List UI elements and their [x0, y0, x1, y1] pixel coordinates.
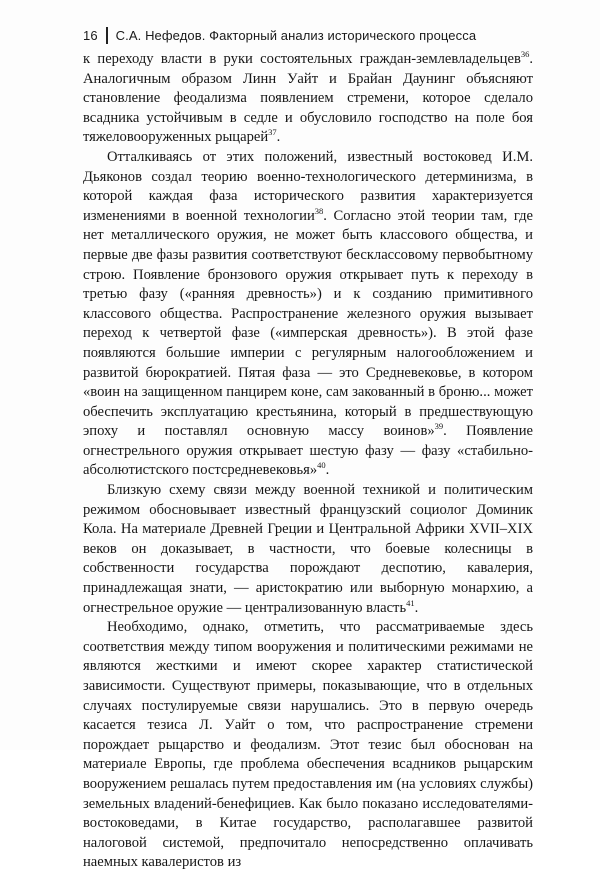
header-separator	[106, 27, 108, 44]
running-title: С.А. Нефедов. Факторный анализ исторического процесса	[115, 27, 477, 43]
paragraph	[83, 50, 533, 148]
text-run: к переходу власти в руки состоятельных граждан-землевладельцев	[83, 51, 521, 67]
text-run: Близкую схему связи между военной техникой и политическим режимом обосновывает известный французский социолог Доминик Кола. На материале Древней Греции и Центральной Африки XVII–XIX веков он доказывает, в частности, что боевые колесницы в собственности государства порождают деспотию, кавалерия, принадлежащая знати, — аристократию или выборную монархию, а огнестрельное оружие — централизованную власть	[83, 482, 533, 616]
text-run: Отталкиваясь от этих положений, известный востоковед И.М. Дьяконов создал теорию военно-технологического детерминизма, в которой каждая фаза исторического развития характеризуется изменениями в военной технологии	[83, 148, 533, 224]
running-head	[83, 24, 476, 46]
paragraph	[83, 148, 533, 481]
paragraph	[83, 481, 533, 618]
text-run: .	[414, 599, 419, 616]
text-run: Необходимо, однако, отметить, что рассматриваемые здесь соответствия между типом вооружения и политическими режимами не являются жесткими и имеют скорее характер статистической зависимости. Существуют примеры, показывающие, что в отдельных случаях постулируемые связи нарушались. Это в первую очередь касается тезиса Л. Уайт о том, что распространение стремени порождает рыцарство и феодализм. Этот тезис был обоснован на материале Европы, где проблема обеспечения всадников рыцарским вооружением решалась путем предоставления им (на условиях службы) земельных владений-бенефициев. Как было показано исследователями-востоковедами, в Китае государство, располагавшее развитой налоговой системой, предпочитало непосредственно оплачивать наемных кавалеристов из	[83, 619, 533, 871]
footnote-ref: 37	[268, 127, 277, 138]
text-run: .	[325, 462, 330, 479]
paragraph	[83, 618, 533, 873]
footnote-ref: 39	[434, 421, 444, 432]
text-run: . Согласно этой теории там, где нет металлического оружия, не может быть классового общества, и первые две фазы развития соответствуют бесклассовому первобытному строю. Появление бронзового оружия открывает путь к переходу в третью фазу («ранняя древность») и к созданию примитивного классового общества. Распространение железного оружия вызывает переход к четвертой фазе («имперская древность»). В этой фазе появляются большие империи с регулярным налогообложением и развитой бюрократией. Пятая фаза — это Средневековье, в котором «воин на защищенном панцирем коне, сам закованный в броню... может обеспечить эксплуатацию крестьянина, который в предшествующую эпоху и поставлял основную массу воинов»	[83, 207, 533, 440]
text-run: . Появление огнестрельного оружия открывает шестую фазу — фазу «стабильно-абсолютистского постсредневековья»	[83, 423, 533, 479]
text-run: .	[276, 129, 281, 146]
footnote-ref: 40	[317, 460, 326, 471]
text-run: . Аналогичным образом Линн Уайт и Брайан Даунинг объясняют становление феодализма появлением стремени, которое сделало всадника устойчивым в седле и обусловило господство на поле боя тяжеловооруженных рыцарей	[83, 51, 533, 146]
footnote-ref: 38	[314, 205, 324, 216]
footnote-ref: 41	[406, 597, 415, 608]
footnote-ref: 36	[520, 49, 530, 60]
body-text	[83, 50, 533, 873]
page-number: 16	[83, 27, 98, 43]
